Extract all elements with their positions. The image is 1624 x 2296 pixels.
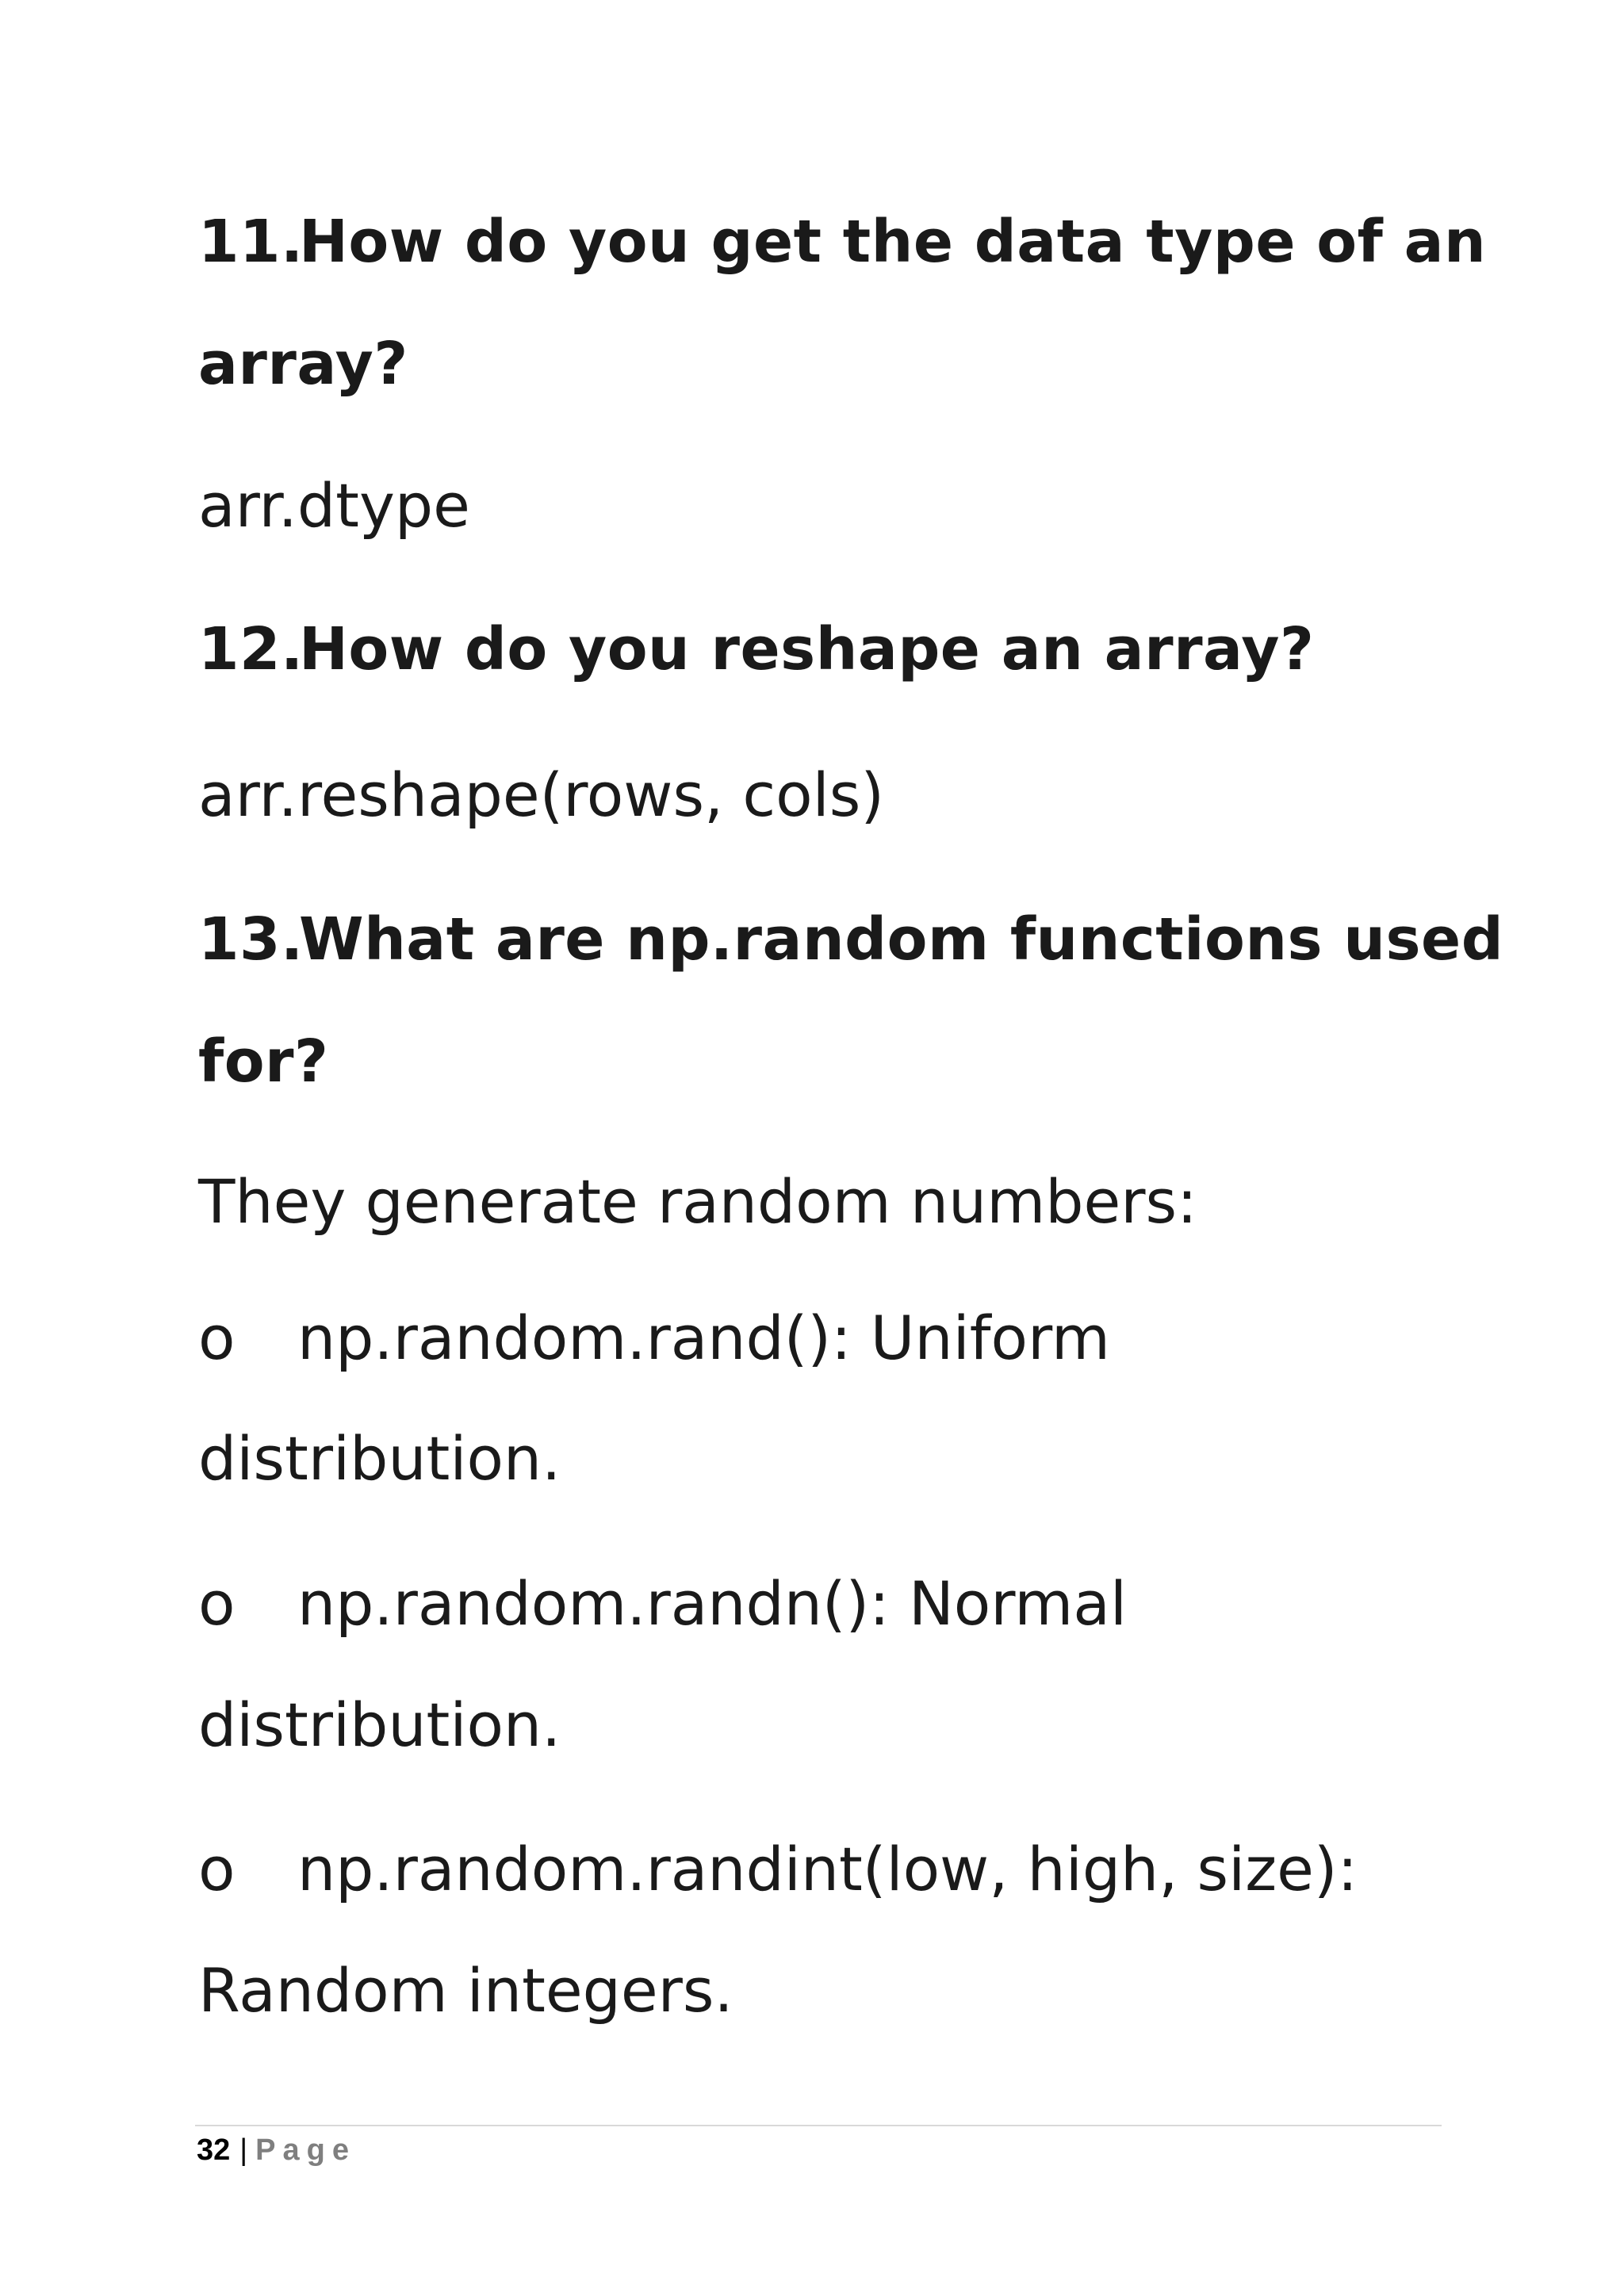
question-number: 13. — [198, 905, 304, 974]
footer-separator: | — [239, 2133, 248, 2167]
list-item — [198, 1568, 1127, 1639]
question-11-continuation: array? — [198, 330, 408, 398]
question-number: 12. — [198, 615, 304, 683]
list-item-text: np.random.rand(): Uniform — [297, 1303, 1110, 1373]
question-13-continuation: for? — [198, 1027, 329, 1096]
bullet-marker: o — [198, 1303, 236, 1373]
page-number: 32 — [197, 2133, 231, 2167]
answer-13-intro: They generate random numbers: — [198, 1166, 1197, 1237]
bullet-marker: o — [198, 1568, 236, 1639]
list-item-continuation: Random integers. — [198, 1955, 733, 2026]
question-text: How do you get the data type of an — [299, 208, 1487, 276]
bullet-marker: o — [198, 1834, 236, 1904]
list-item-continuation: distribution. — [198, 1689, 561, 1760]
question-13-heading — [198, 905, 1504, 974]
question-11-heading — [198, 208, 1487, 276]
answer-11: arr.dtype — [198, 470, 470, 541]
question-number: 11. — [198, 208, 304, 276]
list-item — [198, 1834, 1358, 1904]
question-12-heading — [198, 615, 1315, 683]
list-item-continuation: distribution. — [198, 1423, 561, 1494]
footer-divider — [195, 2125, 1442, 2126]
question-text: What are np.random functions used — [299, 905, 1504, 974]
page-label: Page — [255, 2133, 356, 2167]
question-text: How do you reshape an array? — [299, 615, 1315, 683]
list-item-text: np.random.randn(): Normal — [297, 1568, 1127, 1639]
answer-12: arr.reshape(rows, cols) — [198, 760, 885, 830]
list-item — [198, 1303, 1110, 1373]
page-footer — [197, 2135, 356, 2165]
list-item-text: np.random.randint(low, high, size): — [297, 1834, 1358, 1904]
